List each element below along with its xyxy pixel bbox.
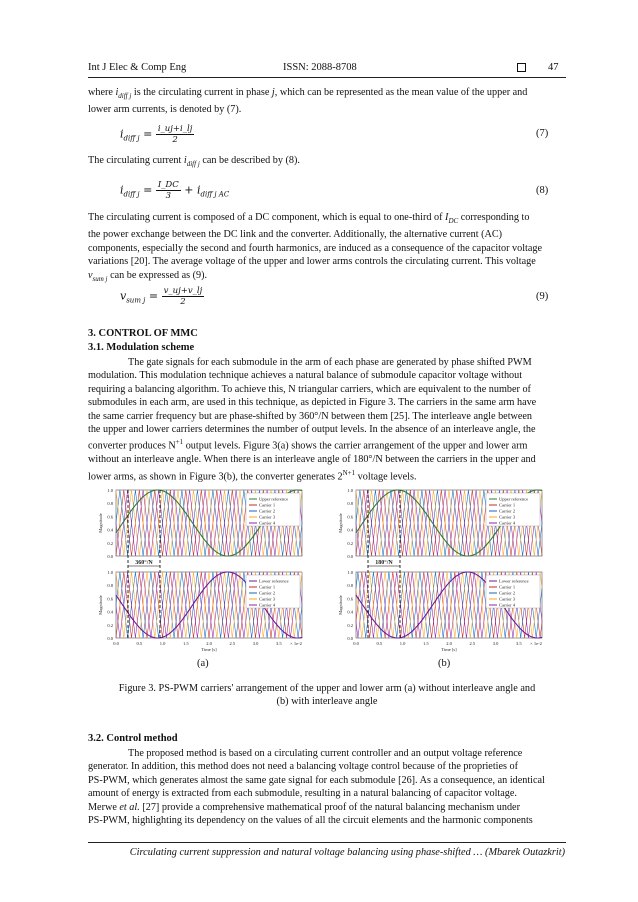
legend-label: Carrier 3	[259, 596, 276, 602]
y-tick-label: 0.8	[107, 501, 113, 507]
y-tick-label: 0.2	[107, 540, 113, 546]
footer-citation: Circulating current suppression and natural voltage balancing using phase-shifted … (Mbarek Outazkrit)	[129, 847, 565, 858]
legend-label: Carrier 2	[499, 508, 516, 514]
legend-label: Carrier 4	[499, 520, 516, 526]
legend-label: Carrier 1	[259, 502, 276, 508]
subsection-title: 3.1. Modulation scheme	[88, 342, 195, 353]
y-tick-label: 1.0	[107, 488, 113, 493]
equation-9: $v_{sum j}$ = $\frac{v\_uj+v\_lj}{2}$	[120, 286, 203, 307]
y-tick-label: 0.2	[347, 622, 353, 628]
paragraph-1: where $i_{diff j}$ is the circulating current in phase j, which can be represented as the mean value of the upper and lower arm currents, is denoted by (7).	[88, 87, 528, 116]
legend-label: Lower reference	[259, 578, 289, 584]
angle-label: 180°/N	[375, 560, 393, 566]
paragraph-3: The circulating current is composed of a DC component, which is equal to one-third of $I_{DC}$ corresponding to the power exchange between the DC link and the converter. Additionally, the alternative current (AC) components, especially the second and fourth harmonics, are induced as a consequence of the capacitor voltage variations [20]. The average voltage of the upper and lower arms controls the circulating current. This voltage $v_{sum j}$ can be expressed as (9).	[88, 212, 543, 283]
checkbox-icon	[517, 63, 526, 72]
equation-8-label: (8)	[536, 185, 549, 196]
paragraph-5: The proposed method is based on a circulating current controller and an output voltage reference generator. In addition, this method does not need a balancing voltage control because of the proprieties of PS-PWM, which generates almost the same gate signal for each submodule [26]. As a consequence, an identical amount of energy is extracted from each submodule, resulting in a natural balancing of capacitor voltage. Merwe et al. [27] provide a comprehensive mathematical proof of the natural balancing mechanism under PS-PWM, highlighting its dependency on the values of all the circuit elements and the harmonic components	[88, 748, 545, 827]
y-tick-label: 0.0	[107, 636, 113, 641]
y-tick-label: 1.0	[107, 570, 113, 575]
x-tick-label: 2.5	[229, 641, 236, 646]
y-axis-label: Magnitude	[338, 595, 343, 615]
y-axis-label: Magnitude	[98, 513, 103, 533]
legend-label: Carrier 4	[499, 602, 516, 608]
y-tick-label: 1.0	[347, 488, 353, 493]
x-tick-label: 3.5	[275, 641, 282, 646]
y-tick-label: 0.4	[347, 527, 353, 533]
y-tick-label: 0.0	[107, 554, 113, 559]
angle-label: 360°/N	[135, 560, 153, 566]
paragraph-2: The circulating current $i_{diff j}$ can be described by (8).	[88, 155, 300, 169]
equation-8: $i_{diff j}$ = $\frac{I\_DC}{3}$ + $i_{diff j AC}$	[120, 180, 230, 201]
legend-label: Carrier 2	[259, 508, 276, 514]
legend-label: Carrier 4	[259, 602, 276, 608]
y-tick-label: 0.6	[347, 596, 353, 602]
y-tick-label: 1.0	[347, 570, 353, 575]
legend-label: Carrier 1	[499, 502, 516, 508]
panel-b	[338, 488, 542, 652]
x-tick-label: 1.5	[182, 641, 189, 646]
x-multiplier: × 1e-2	[290, 641, 302, 646]
y-tick-label: 0.6	[107, 514, 113, 520]
x-tick-label: 1.0	[159, 641, 166, 646]
section-title: 3. CONTROL OF MMC	[88, 328, 198, 339]
x-tick-label: 0.0	[113, 641, 119, 646]
figure-3	[84, 482, 564, 670]
y-tick-label: 0.4	[347, 609, 353, 615]
header-rule	[88, 77, 566, 78]
paragraph-4: The gate signals for each submodule in the arm of each phase are generated by phase shifted PWM modulation. This modulation technique achieves a natural balance of submodule capacitor voltage without requiring a balancing algorithm. To achieve this, N triangular carriers, which are equivalent to the number of submodules in each arm, are used in this technique, as depicted in Figure 3. The carriers in the same arm have the same carrier frequency but are phase-shifted by 360°/N between them [25]. The interleave angle between the upper and lower carriers determines the number of output levels. In the absence of an interleave angle, the converter produces $N^{+1}$ output levels. Figure 3(a) shows the carrier arrangement of the upper and lower arm without an interleave angle. When there is an interleave angle of 180°/N between the carriers in the upper and lower arms, as shown in Figure 3(b), the converter generates $2^{N+1}$ voltage levels.	[88, 357, 537, 483]
x-tick-label: 0.5	[136, 641, 143, 646]
panel-a-label: (a)	[197, 658, 209, 669]
y-axis-label: Magnitude	[98, 595, 103, 615]
x-tick-label: 0.5	[376, 641, 383, 646]
y-tick-label: 0.8	[107, 583, 113, 589]
y-tick-label: 0.0	[347, 636, 353, 641]
legend-label: Carrier 3	[259, 514, 276, 520]
equation-7-label: (7)	[536, 128, 549, 139]
equation-9-label: (9)	[536, 291, 549, 302]
panel-b-label: (b)	[438, 658, 451, 669]
x-tick-label: 3.0	[492, 641, 499, 646]
y-tick-label: 0.4	[107, 609, 113, 615]
legend-label: Carrier 3	[499, 596, 516, 602]
legend-label: Lower reference	[499, 578, 529, 584]
equation-7: $i_{diff j}$ = $\frac{i\_uj+i\_lj}{2}$	[120, 124, 193, 145]
x-tick-label: 1.0	[399, 641, 406, 646]
y-axis-label: Magnitude	[338, 513, 343, 533]
x-multiplier: × 1e-2	[530, 641, 542, 646]
legend-label: Carrier 4	[259, 520, 276, 526]
legend-label: Carrier 2	[499, 590, 516, 596]
x-tick-label: 2.5	[469, 641, 476, 646]
y-tick-label: 0.8	[347, 583, 353, 589]
legend-label: Upper reference	[499, 496, 529, 502]
x-tick-label: 0.0	[353, 641, 359, 646]
panel-a	[98, 488, 302, 652]
y-tick-label: 0.6	[347, 514, 353, 520]
legend-label: Upper reference	[259, 496, 289, 502]
x-tick-label: 1.5	[422, 641, 429, 646]
figure-caption: Figure 3. PS-PWM carriers' arrangement of the upper and lower arm (a) without interleave angle and (b) with interleave angle	[118, 683, 536, 708]
footer-rule	[88, 842, 566, 843]
journal-name: Int J Elec & Comp Eng	[88, 62, 187, 73]
x-axis-label: Time [s]	[201, 647, 217, 652]
legend-label: Carrier 1	[499, 584, 516, 590]
x-tick-label: 2.0	[206, 641, 212, 646]
legend-label: Carrier 3	[499, 514, 516, 520]
y-tick-label: 0.6	[107, 596, 113, 602]
x-tick-label: 3.5	[515, 641, 522, 646]
y-tick-label: 0.2	[107, 622, 113, 628]
subsection-title-2: 3.2. Control method	[88, 733, 178, 744]
x-tick-label: 2.0	[446, 641, 452, 646]
legend-label: Carrier 2	[259, 590, 276, 596]
y-tick-label: 0.0	[347, 554, 353, 559]
x-axis-label: Time [s]	[441, 647, 457, 652]
y-tick-label: 0.2	[347, 540, 353, 546]
y-tick-label: 0.8	[347, 501, 353, 507]
x-tick-label: 3.0	[252, 641, 259, 646]
legend-label: Carrier 1	[259, 584, 276, 590]
y-tick-label: 0.4	[107, 527, 113, 533]
page-number: 47	[548, 62, 559, 73]
issn: ISSN: 2088-8708	[283, 62, 357, 73]
